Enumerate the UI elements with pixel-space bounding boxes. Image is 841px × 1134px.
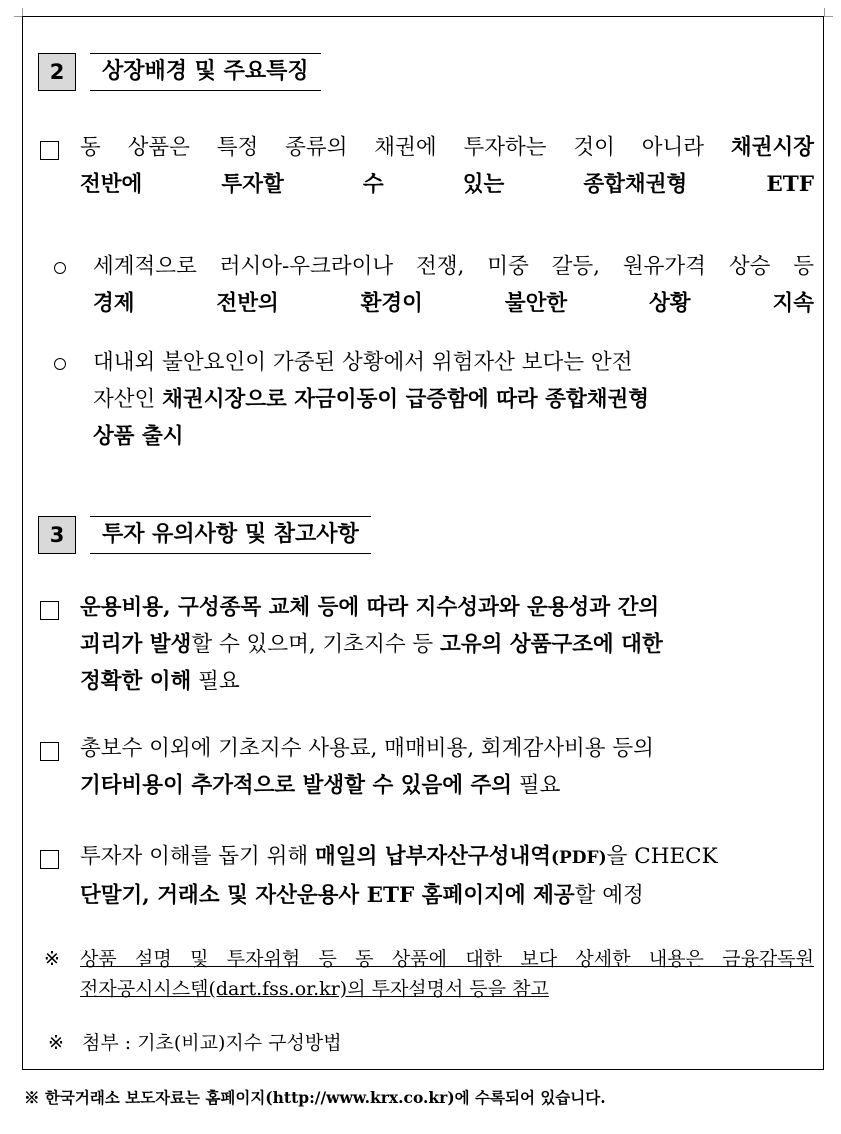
- text: 할 예정: [574, 883, 644, 908]
- paragraph-bullet: [80, 129, 814, 203]
- bold-text: 단말기, 거래소 및 자산운용사 ETF 홈페이지에 제공: [80, 883, 575, 908]
- text: 할 수 있으며, 기초지수 등: [191, 632, 441, 657]
- text: 세계적으로 러시아-우크라이나 전쟁, 미중 갈등, 원유가격 상승 등: [93, 254, 814, 279]
- bold-text: 정확한 이해: [80, 669, 192, 694]
- text: 을 CHECK: [606, 844, 718, 869]
- bold-text: 괴리가 발생: [80, 632, 192, 657]
- paragraph-bullet: [80, 589, 814, 700]
- text: 대내외 불안요인이 가중된 상황에서 위험자산 보다는 안전: [93, 350, 633, 375]
- reference-mark: ※: [44, 948, 60, 970]
- attachment-note: 첨부 : 기초(비교)지수 구성방법: [82, 1032, 342, 1054]
- text: 필요: [512, 773, 561, 798]
- footer-note: ※ 한국거래소 보도자료는 홈페이지(http://www.krx.co.kr)에 수록되어 있습니다.: [24, 1088, 606, 1107]
- text: 투자자 이해를 돕기 위해: [80, 844, 316, 869]
- text: 필요: [191, 669, 240, 694]
- text: 동 상품은 특정 종류의 채권에 투자하는 것이 아니라: [80, 135, 731, 160]
- text: 자산인: [93, 387, 163, 412]
- checkbox-square: [40, 742, 59, 761]
- paragraph-bullet: [80, 838, 814, 914]
- section-title: 상장배경 및 주요특징: [90, 53, 321, 91]
- text: 총보수 이외에 기초지수 사용료, 매매비용, 회계감사비용 등의: [80, 736, 654, 761]
- bold-text: 고유의 상품구조에 대한: [440, 632, 663, 657]
- bold-text: 전반에 투자할 수 있는 종합채권형 ETF: [80, 172, 814, 197]
- bold-text: 운용비용, 구성종목 교체 등에 따라 지수성과와 운용성과 간의: [80, 595, 660, 620]
- circle-bullet: [54, 262, 66, 274]
- reference-mark: ※: [48, 1032, 64, 1054]
- checkbox-square: [40, 601, 59, 620]
- note-paragraph: [80, 944, 814, 1004]
- paragraph-sub: [93, 344, 814, 455]
- crop-mark: [824, 8, 833, 17]
- text: 전자공시시스템(dart.fss.or.kr)의 투자설명서 등을 참고: [80, 978, 549, 1000]
- paragraph-sub: [93, 248, 814, 322]
- bold-text: 상품 출시: [93, 424, 184, 449]
- section-number: 3: [38, 516, 76, 554]
- section-title: 투자 유의사항 및 참고사항: [90, 516, 371, 554]
- text: 상품 설명 및 투자위험 등 동 상품에 대한 보다 상세한 내용은 금융감독원: [80, 948, 814, 970]
- bold-text: 채권시장: [730, 135, 814, 160]
- paragraph-bullet: [80, 730, 814, 804]
- bold-text: 매일의 납부자산구성내역: [315, 844, 551, 869]
- circle-bullet: [54, 358, 66, 370]
- bold-text: 기타비용이 추가적으로 발생할 수 있음에 주의: [80, 773, 513, 798]
- checkbox-square: [40, 850, 59, 869]
- bold-text: (PDF): [550, 848, 607, 868]
- bold-text: 채권시장으로 자금이동이 급증함에 따라 종합채권형: [162, 387, 650, 412]
- section-number: 2: [38, 53, 76, 91]
- checkbox-square: [40, 141, 59, 160]
- bold-text: 경제 전반의 환경이 불안한 상황 지속: [93, 291, 814, 316]
